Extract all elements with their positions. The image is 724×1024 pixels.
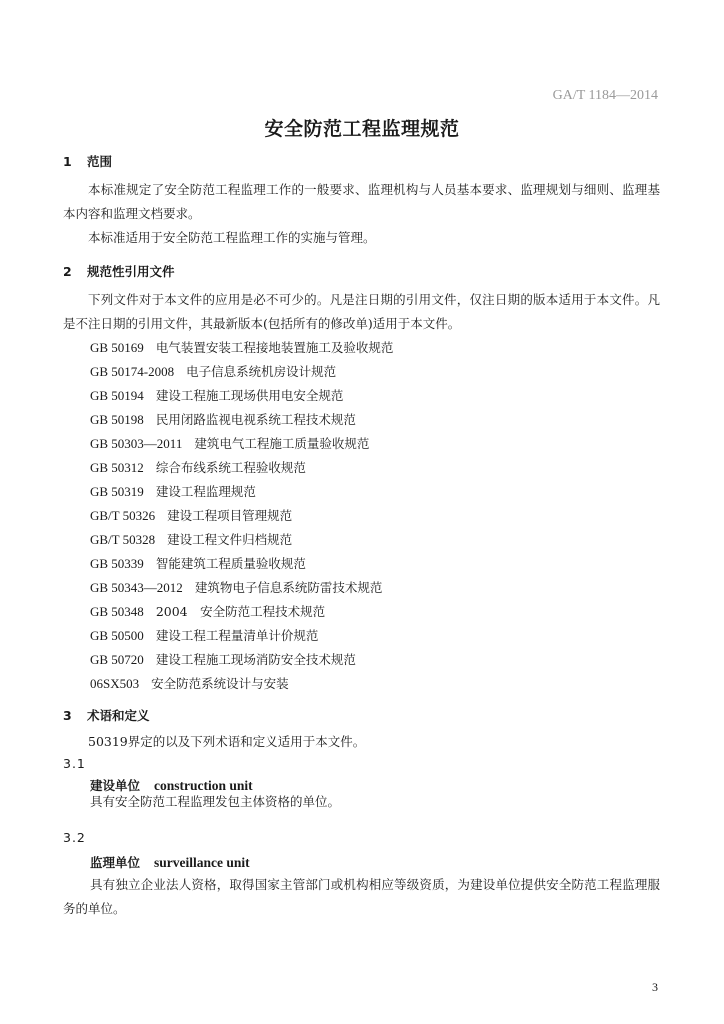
reference-code: GB 50348 <box>90 604 144 619</box>
page-number: 3 <box>652 980 658 994</box>
reference-code: GB 50319 <box>90 484 144 499</box>
reference-item <box>90 554 306 572</box>
reference-item <box>90 458 306 476</box>
reference-item <box>90 410 356 428</box>
reference-code: GB 50720 <box>90 652 144 667</box>
section-title: 规范性引用文件 <box>87 264 175 279</box>
reference-item <box>90 434 369 452</box>
paragraph: 本标准规定了安全防范工程监理工作的一般要求、监理机构与人员基本要求、监理规划与细则、监理基本内容和监理文档要求。 <box>63 182 660 221</box>
reference-title: 民用闭路监视电视系统工程技术规范 <box>155 412 356 427</box>
reference-title: 电气装置安装工程接地装置施工及验收规范 <box>155 340 394 355</box>
reference-title: 建设工程项目管理规范 <box>167 508 293 523</box>
paragraph: 50319界定的以及下列术语和定义适用于本文件。 <box>88 734 366 749</box>
reference-code: GB 50343—2012 <box>90 580 183 595</box>
reference-item <box>90 362 336 380</box>
paragraph: 下列文件对于本文件的应用是必不可少的。凡是注日期的引用文件，仅注日期的版本适用于本文件。凡是不注日期的引用文件，其最新版本(包括所有的修改单)适用于本文件。 <box>63 292 660 331</box>
reference-item <box>90 482 256 500</box>
reference-item <box>90 602 325 620</box>
reference-title: 建设工程监理规范 <box>155 484 256 499</box>
reference-code: GB 50303—2011 <box>90 436 183 451</box>
term-zh: 建设单位 <box>90 778 141 793</box>
section-title: 范围 <box>87 154 113 169</box>
reference-title: 2004 安全防范工程技术规范 <box>155 604 326 619</box>
reference-code: GB/T 50326 <box>90 508 156 523</box>
term-heading <box>90 853 250 871</box>
reference-title: 建设工程工程量清单计价规范 <box>155 628 319 643</box>
reference-item <box>90 626 318 644</box>
term-en: surveillance unit <box>154 855 250 870</box>
section-3-heading <box>63 706 150 724</box>
standard-code: GA/T 1184—2014 <box>552 88 658 103</box>
term-en: construction unit <box>154 778 253 793</box>
reference-title: 建筑物电子信息系统防雷技术规范 <box>194 580 383 595</box>
reference-title: 建设工程文件归档规范 <box>167 532 293 547</box>
paragraph: 本标准适用于安全防范工程监理工作的实施与管理。 <box>88 230 376 245</box>
reference-item <box>90 386 343 404</box>
section-2-heading <box>63 262 175 280</box>
reference-code: GB 50194 <box>90 388 144 403</box>
reference-code: GB 50198 <box>90 412 144 427</box>
reference-title: 建设工程施工现场消防安全技术规范 <box>155 652 356 667</box>
reference-title: 建筑电气工程施工质量验收规范 <box>194 436 370 451</box>
section-title: 术语和定义 <box>87 708 150 723</box>
reference-title: 综合布线系统工程验收规范 <box>155 460 306 475</box>
reference-item <box>90 650 356 668</box>
reference-title: 安全防范系统设计与安装 <box>151 676 289 691</box>
reference-code: GB 50174-2008 <box>90 364 175 379</box>
term-zh: 监理单位 <box>90 855 141 870</box>
reference-item <box>90 530 292 548</box>
reference-code: GB/T 50328 <box>90 532 156 547</box>
reference-item <box>90 506 292 524</box>
reference-title: 智能建筑工程质量验收规范 <box>155 556 306 571</box>
section-number: 2 <box>63 264 72 279</box>
reference-title: 电子信息系统机房设计规范 <box>186 364 337 379</box>
reference-item <box>90 578 382 596</box>
reference-title: 建设工程施工现场供用电安全规范 <box>155 388 344 403</box>
reference-code: GB 50500 <box>90 628 144 643</box>
section-1-heading <box>63 152 112 170</box>
reference-code: GB 50169 <box>90 340 144 355</box>
term-number: 3.1 <box>63 756 86 771</box>
reference-item <box>90 674 289 692</box>
section-number: 1 <box>63 154 72 169</box>
term-number: 3.2 <box>63 830 86 845</box>
term-definition: 具有安全防范工程监理发包主体资格的单位。 <box>90 794 341 809</box>
reference-code: GB 50339 <box>90 556 144 571</box>
reference-code: 06SX503 <box>90 676 140 691</box>
reference-code: GB 50312 <box>90 460 144 475</box>
page-title: 安全防范工程监理规范 <box>264 118 460 140</box>
section-number: 3 <box>63 708 72 723</box>
term-definition: 具有独立企业法人资格，取得国家主管部门或机构相应等级资质，为建设单位提供安全防范工程监理服务的单位。 <box>63 877 660 916</box>
reference-item <box>90 338 393 356</box>
